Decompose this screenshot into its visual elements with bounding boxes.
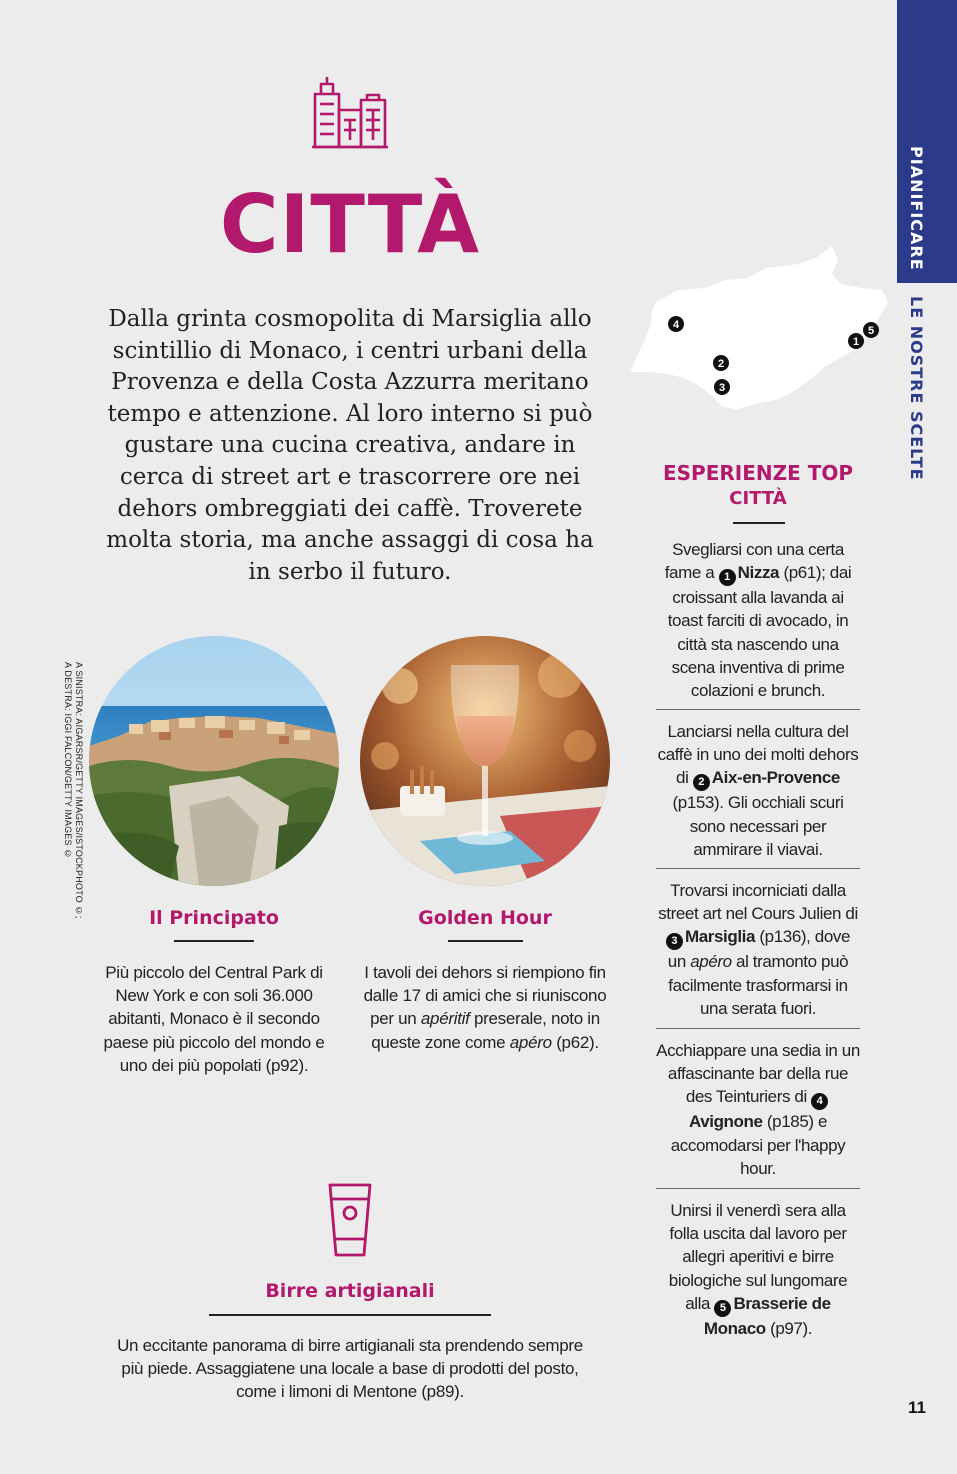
experience-text-italic: apéro [690,952,732,972]
experience-place: Avignone [688,1112,763,1132]
experience-text: (p97). [770,1318,813,1338]
map-marker-label: 2 [717,358,725,370]
experience-place: Aix-en-Provence [711,768,840,788]
card-text-part: (p62). [556,1032,599,1052]
side-tab [897,0,957,1474]
card-underline [448,940,523,942]
experience-item-2 [656,720,860,861]
experiences-subtitle: CITTÀ [729,488,787,509]
map-marker-label: 3 [718,382,726,394]
map-marker-3[interactable] [714,379,730,395]
section-tab-active[interactable] [897,0,957,283]
subsection-tab[interactable] [897,283,957,498]
experiences-underline [733,522,785,524]
map-marker-4[interactable] [668,316,684,332]
divider [656,1188,860,1189]
region-map [626,244,890,420]
region-shape [630,246,888,410]
monaco-photo [89,636,339,886]
beer-glass-icon [326,1183,374,1259]
card-title-golden-hour: Golden Hour [418,907,552,929]
experience-text: (p185) e accomodarsi per l'happy hour. [670,1112,846,1178]
card-text-part: I tavoli dei dehors si riempiono fin dalle 17 di amici che si riuniscono per un [363,963,607,1029]
card-title-principato: Il Principato [149,907,279,929]
number-badge: 1 [719,569,736,586]
beer-title: Birre artigianali [265,1280,435,1302]
photo-credit [62,662,84,942]
card-text-italic: apéro [509,1032,552,1052]
section-label: PIANIFICARE [907,146,926,271]
experience-text: (p153). Gli occhiali scuri sono necessari per ammirare il viavai. [672,793,844,859]
divider [656,709,860,710]
experiences-title: ESPERIENZE TOP [662,461,854,485]
experience-item-3 [656,879,860,1020]
experience-place: Brasserie de Monaco [703,1293,831,1338]
experiences-heading [656,460,860,512]
experience-text: Svegliarsi con una certa fame a [664,540,844,583]
map-marker-1[interactable] [848,333,864,349]
number-badge: 2 [693,774,710,791]
page-number: 11 [908,1398,926,1417]
map-marker-label: 4 [672,319,680,331]
experience-text: al tramonto può facilmente trasformarsi in una serata fuori. [668,952,849,1018]
number-badge: 3 [666,933,683,950]
intro-paragraph: Dalla grinta cosmopolita di Marsiglia allo scintillio di Monaco, i centri urbani della Provenza e della Costa Azzurra meritano tempo e attenzione. Al loro interno si può gustare una cucina creativa, andare in cerca di street art e trascorrere ore nei dehors ombreggiati dei caffè. Troverete molta storia, ma anche assaggi di cosa ha in serbo il futuro. [106,306,594,585]
experience-place: Nizza [737,563,780,583]
subsection-label: LE NOSTRE SCELTE [907,296,926,481]
experience-text: Acchiappare una sedia in un affascinante bar della rue des Teinturiers di [656,1041,860,1107]
experience-text: Unirsi il venerdì sera alla folla uscita dal lavoro per allegri aperitivi e birre biologiche sul lungomare alla [668,1201,848,1313]
divider [656,868,860,869]
experience-text: (p136), dove un [667,927,851,972]
card-text-principato: Più piccolo del Central Park di New York e con soli 36.000 abitanti, Monaco è il secondo paese più piccolo del mondo e uno dei più popolati (p92). [103,963,325,1075]
photo-credit-line: A SINISTRA: AIGARSR/GETTY IMAGES/ISTOCKPHOTO ©; [74,662,84,919]
experience-item-4 [656,1039,860,1180]
experience-item-5 [656,1199,860,1340]
experience-item-1 [656,538,860,702]
page-title: CITTÀ [219,178,481,271]
photo-credit-line: A DESTRA: IGGI FALCON/GETTY IMAGES © [63,662,73,859]
city-buildings-icon [311,74,389,150]
map-marker-label: 1 [852,336,860,348]
experience-text: (p61); dai croissant alla lavanda ai toast farciti di avocado, in città sta nascendo una scena inventiva di prime colazioni e brunch. [667,563,852,701]
card-text-part: preserale, noto in queste zone come [371,1009,600,1052]
map-marker-label: 5 [867,325,875,337]
wine-glass-photo [360,636,610,886]
beer-underline [209,1314,491,1316]
experience-text: Lanciarsi nella cultura del caffè in uno dei molti dehors di [657,722,859,788]
map-marker-2[interactable] [713,355,729,371]
map-marker-5[interactable] [863,322,879,338]
number-badge: 4 [811,1093,828,1110]
experience-text: Trovarsi incorniciati dalla street art nel Cours Julien di [658,881,858,924]
experience-place: Marsiglia [684,927,756,947]
divider [656,1028,860,1029]
card-underline [174,940,254,942]
beer-text: Un eccitante panorama di birre artigianali sta prendendo sempre più piede. Assaggiatene una locale a base di prodotti del posto, come i limoni di Mentone (p89). [117,1336,583,1402]
card-text-italic: apéritif [420,1009,470,1029]
card-text-golden-hour [360,961,610,1054]
number-badge: 5 [714,1300,731,1317]
